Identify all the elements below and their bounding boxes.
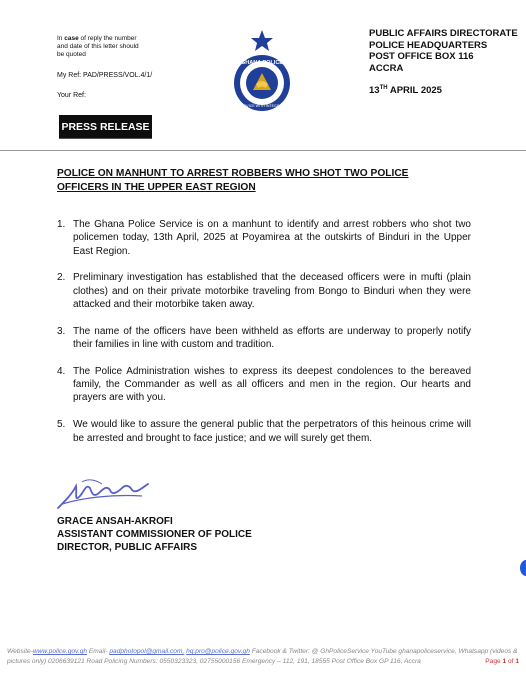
list-item: 3. The name of the officers have been withheld as efforts are underway to properly notify their families in line with custom and tradition. bbox=[57, 325, 471, 351]
list-item: 5. We would like to assure the general public that the perpetrators of this heinous crime will be arrested and brought to face justice; and we will surely get them. bbox=[57, 419, 471, 444]
contact-footer: Website-www.police.gov.gh Email- padphotopol@gmail.com, hq.pro@police.gov.gh Facebook & Twitter: @ GhPoliceService YouTube ghanapoliceservice, Whatsapp (videos & pictures only) 0206639121 Road Policing Numbers: 0550323323, 02755000156 Emergency – 112, 191, 18555 Post Office Box GP 116, Accra Page 1 of 1 bbox=[7, 648, 519, 665]
reply-instruction-emphasis: case bbox=[64, 35, 79, 42]
website-link[interactable]: www.police.gov.gh bbox=[32, 648, 88, 655]
signer-block bbox=[57, 515, 252, 554]
list-item: 2. Preliminary investigation has established that the deceased officers were in mufti (plain clothes) and on their private motorbike traveling from Bongo to Binduri when they were attacked and their motorbike taken away. bbox=[57, 272, 471, 310]
svg-text:SERVICE WITH INTEGRITY: SERVICE WITH INTEGRITY bbox=[238, 104, 286, 108]
directorate-address bbox=[369, 28, 518, 74]
headline: POLICE ON MANHUNT TO ARREST ROBBERS WHO SHOT TWO POLICE OFFICERS IN THE UPPER EAST REGION bbox=[57, 168, 409, 193]
signer-rank: ASSISTANT COMMISSIONER OF POLICE bbox=[57, 529, 252, 540]
your-ref: Your Ref: bbox=[57, 92, 86, 99]
press-release-badge: PRESS RELEASE bbox=[59, 115, 152, 138]
release-date: 13TH APRIL 2025 bbox=[369, 85, 442, 97]
my-ref: My Ref: PAD/PRESS/VOL.4/1/ bbox=[57, 72, 153, 79]
edge-circle-icon bbox=[520, 560, 526, 576]
ghana-police-crest-logo bbox=[222, 28, 302, 114]
address-line: POLICE HEADQUARTERS bbox=[369, 39, 488, 51]
svg-text:GHANA POLICE: GHANA POLICE bbox=[241, 60, 283, 66]
email-link[interactable]: padphotopol@gmail.com, bbox=[109, 648, 185, 655]
signer-title: DIRECTOR, PUBLIC AFFAIRS bbox=[57, 542, 198, 553]
list-item: 1. The Ghana Police Service is on a manhunt to identify and arrest robbers who shot two policemen today, 13th April, 2025 at Poyamirea at the outskirts of Binduri in the Upper East Region. bbox=[57, 219, 471, 257]
reply-instruction: In case of reply the number and date of this letter should be quoted bbox=[57, 35, 139, 58]
address-line: ACCRA bbox=[369, 62, 404, 74]
address-line: PUBLIC AFFAIRS DIRECTORATE bbox=[369, 28, 518, 39]
address-line: POST OFFICE BOX 116 bbox=[369, 51, 474, 62]
page-indicator: Page 1 of 1 bbox=[485, 657, 519, 665]
list-item: 4. The Police Administration wishes to express its deepest condolences to the bereaved family, the Commander as well as all officers and men in the region. Our hearts and prayers are with you. bbox=[57, 365, 471, 404]
divider bbox=[0, 150, 526, 151]
signer-name: GRACE ANSAH-AKROFI bbox=[57, 516, 173, 527]
handwritten-signature bbox=[52, 474, 162, 514]
email-link[interactable]: hq.pro@police.gov.gh bbox=[186, 648, 250, 655]
body-paragraphs bbox=[57, 218, 471, 458]
